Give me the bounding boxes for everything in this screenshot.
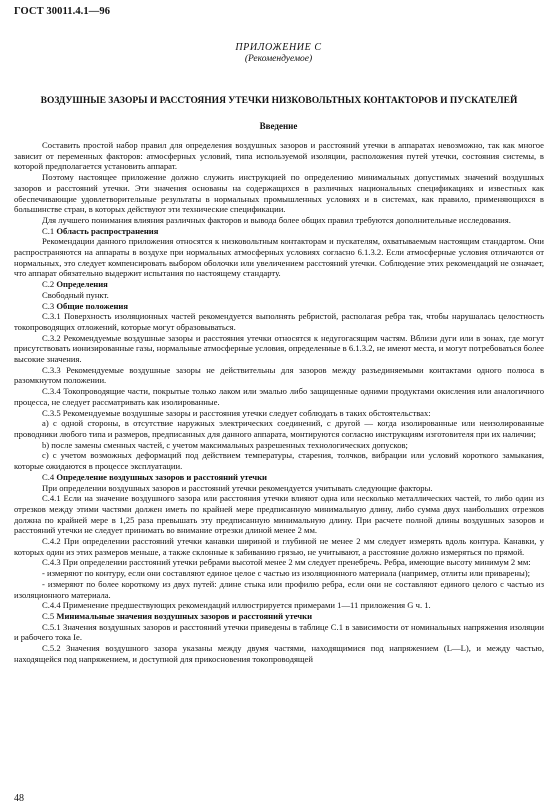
body-paragraph: С.5.1 Значения воздушных зазоров и расстояний утечки приведены в таблице С.1 в зависимости от номинальных напряжения изоляции и рабочего тока Iе. [14,621,544,643]
body-paragraph: С.3.2 Рекомендуемые воздушные зазоры и расстояния утечки относятся к недугогасящим частям. Вблизи дуги или в зонах, где могут присутствовать ионизированные газы, нормальные атмосферные условия, определенные в 6.1.3.2, не имеют места, и могут потребоваться более высокие значения. [14,332,544,365]
section-heading [14,472,544,483]
body-paragraph: - измеряют по более короткому из двух путей: длине стыка или профилю ребра, если они не составляют единого целого с частью из изоляционного материала. [14,578,544,600]
section-title: Общие положения [56,300,129,311]
body-paragraph: Для лучшего понимания влияния различных факторов и вывода более общих правил требуются дополнительные исследования. [42,214,511,225]
body-paragraph: С.4.3 При определении расстояний утечки ребрами высотой менее 2 мм следует пренебречь. Ребра, имеющие высоту минимум 2 мм: [42,557,531,568]
section-number: С.4 [42,471,55,482]
intro-heading: Введение [259,121,298,131]
body-paragraph: При определении воздушных зазоров и расстояний утечки рекомендуется учитывать следующие факторы. [42,482,433,493]
body-paragraph: с) с учетом возможных деформаций под действием температуры, старения, толчков, вибрации или условий короткого замыкания, которые ожидаются в процессе эксплуатации. [14,450,544,472]
body-paragraph: С.3.1 Поверхность изоляционных частей рекомендуется выполнять ребристой, располагая ребра так, чтобы нарушалась целостность токопроводящих отложений, которые могут образовываться. [14,311,544,332]
body-paragraph: - измеряют по контуру, если они составляют единое целое с частью из изоляционного материала (например, отлиты или приварены); [42,568,530,579]
section-number: С.2 [42,279,55,290]
body-paragraph: С.5.2 Значения воздушного зазора указаны между двумя частями, находящимися под напряжением (L—L), и между частью, находящейся под напряжением, и доступной для прикосновения токопроводящей [14,643,544,664]
section-number: С.5 [42,610,55,621]
standard-header: ГОСТ 30011.4.1—96 [14,6,111,17]
section-title: Минимальные значения воздушных зазоров и расстояний утечки [56,610,313,621]
section-heading [14,611,544,622]
appendix-title: ПРИЛОЖЕНИЕ С [235,42,322,53]
section-title: Определение воздушных зазоров и расстояний утечки [56,471,267,482]
body-paragraph: С.4.4 Применение предшествующих рекомендаций иллюстрируется примерами 1—11 приложения G ч. 1. [42,600,431,611]
section-title: Область распространения [56,225,159,236]
section-heading [14,301,544,312]
section-heading [14,226,544,237]
appendix-subtitle: (Рекомендуемое) [244,54,313,64]
body-paragraph: С.3.3 Рекомендуемые воздушные зазоры не действительны для зазоров между разъединяемыми контактами одного полюса в разомкнутом положении. [14,364,544,386]
body-paragraph: Свободный пункт. [42,289,109,300]
section-number: С.3 [42,300,55,311]
page-number: 48 [14,793,24,804]
body-paragraph: Поэтому настоящее приложение должно служить инструкцией по определению минимальных допустимых значений воздушных зазоров и расстояний утечки. Эти значения основаны на содержащихся в различных национальных спецификациях и известных как обеспечивающие удовлетворительные результаты в нормальных промышленных условиях и в системах, как правило, применяющихся в большинстве стран, в которых действуют эти технические спецификации. [14,172,544,215]
body-paragraph: Рекомендации данного приложения относятся к низковольтным контакторам и пускателям, охватываемым настоящим стандартом. Они распространяются на аппараты в воздухе при нормальных атмосферных условиях согласно 6.1.3.2. Если атмосферные условия отличаются от нормальных, это следует компенсировать выбором оболочки или увеличением расстояний утечки. Соблюдение этих рекомендаций не означает, что аппарат обязательно выдержит испытания по настоящему стандарту. [14,236,544,279]
document-body [14,140,544,664]
section-title: Определения [56,279,108,290]
body-paragraph: Составить простой набор правил для определения воздушных зазоров и расстояний утечки в аппаратах невозможно, так как многое зависит от переменных факторов: атмосферных условий, типа используемой изоляции, расположения путей утечки, состояния системы, в которой предполагается установить аппарат. [14,140,544,172]
body-paragraph: С.3.5 Рекомендуемые воздушные зазоры и расстояния утечки следует соблюдать в таких обстоятельствах: [42,407,431,418]
section-heading [14,279,544,290]
body-paragraph: b) после замены сменных частей, с учетом максимальных разрешенных технологических допусков; [42,439,408,450]
body-paragraph: С.4.1 Если на значение воздушного зазора или расстояния утечки влияют одна или несколько металлических частей, то либо один из отрезков между этими частями должен иметь по крайней мере предписанную минимальную длину, либо сумма двух наибольших отрезков должна по крайней мере в 1,25 раза превышать эту предписанную минимальную длину. При расчете полной длины воздушных зазоров и расстояний утечки не следует принимать во внимание отрезки длиной менее 2 мм. [14,493,544,536]
document-title: ВОЗДУШНЫЕ ЗАЗОРЫ И РАССТОЯНИЯ УТЕЧКИ НИЗКОВОЛЬТНЫХ КОНТАКТОРОВ И ПУСКАТЕЛЕЙ [40,96,518,106]
body-paragraph: С.4.2 При определении расстояний утечки канавки шириной и глубиной не менее 2 мм следует измерять вдоль контура. Канавки, у которых один из этих размеров меньше, а также склонные к забиванию грязью, не учитывают, а расстояние должно измеряться по прямой. [14,536,544,557]
body-paragraph: С.3.4 Токопроводящие части, покрытые только лаком или эмалью либо защищенные одними продуктами окисления или аналогичного процесса, не следует рассматривать как изолированные. [14,386,544,407]
body-paragraph: а) с одной стороны, в отсутствие наружных электрических соединений, с другой — когда изолированные или неизолированные проводники любого типа и размеров, предписанных для данного аппарата, монтируются согласно инструкциям изготовителя при их наличии; [14,418,544,439]
section-number: С.1 [42,225,55,236]
